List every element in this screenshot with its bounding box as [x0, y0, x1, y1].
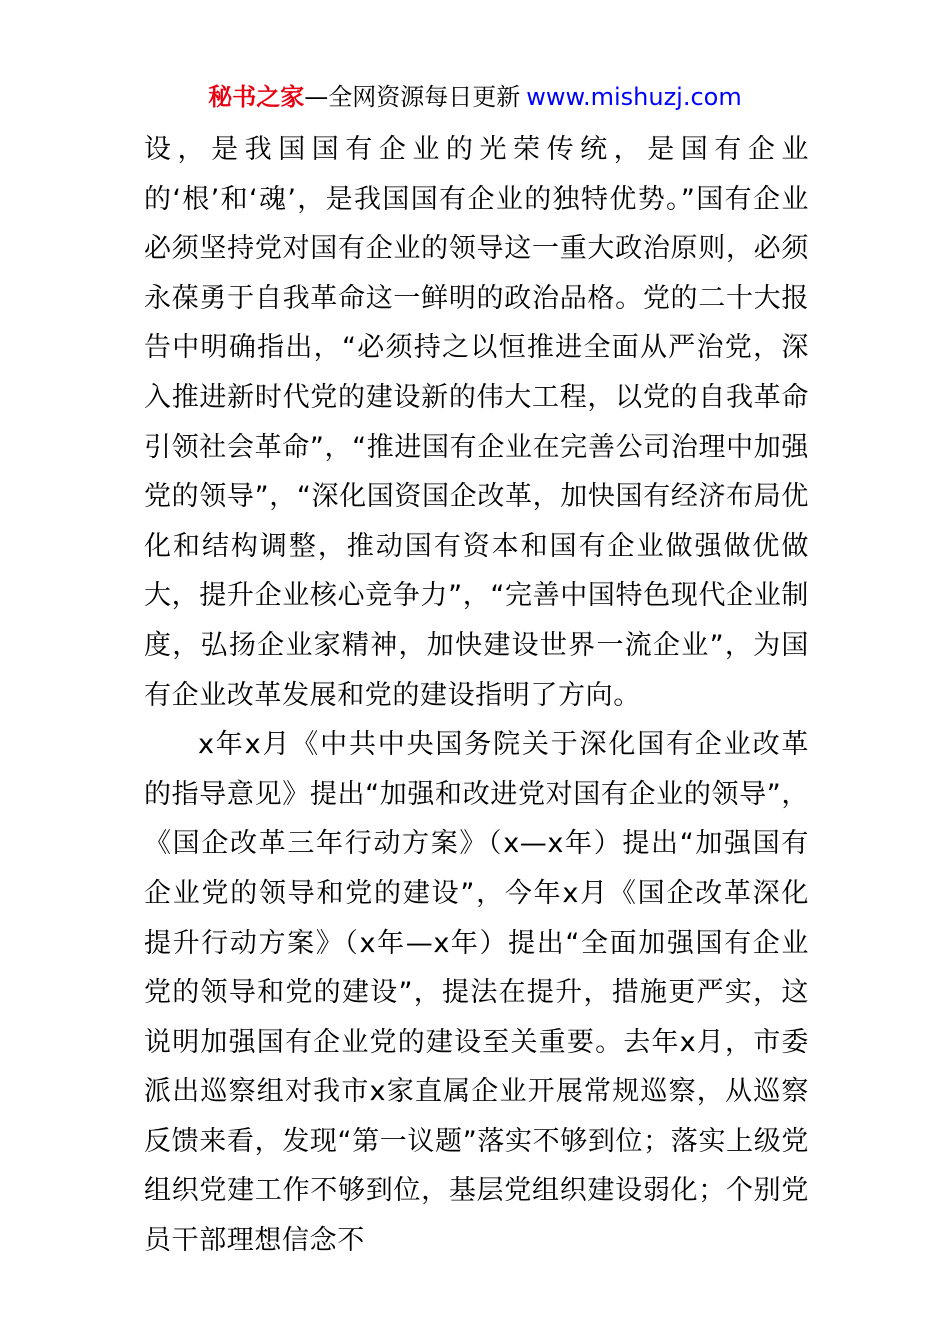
site-brand: 秘书之家: [208, 83, 305, 111]
paragraph-continuation: 设，是我国国有企业的光荣传统，是国有企业的‘根’和‘魂’，是我国国有企业的独特优势。”国有企业必须坚持党对国有企业的领导这一重大政治原则，必须永葆勇于自我革命这一鲜明的政治品格。党的二十大报告中明确指出，“必须持之以恒推进全面从严治党，深入推进新时代党的建设新的伟大工程，以党的自我革命引领社会革命”，“推进国有企业在完善公司治理中加强党的领导”，“深化国资国企改革，加快国有经济布局优化和结构调整，推动国有资本和国有企业做强做优做大，提升企业核心竞争力”，“完善中国特色现代企业制度，弘扬企业家精神，加快建设世界一流企业”，为国有企业改革发展和党的建设指明了方向。: [144, 134, 809, 711]
paragraph: x年x月《中共中央国务院关于深化国有企业改革的指导意见》提出“加强和改进党对国有企业的领导”，《国企改革三年行动方案》（x—x年）提出“加强国有企业党的领导和党的建设”，今年x月《国企改革深化提升行动方案》（x年—x年）提出“全面加强国有企业党的领导和党的建设”，提法在提升，措施更严实，这说明加强国有企业党的建设至关重要。去年x月，市委派出巡察组对我市x家直属企业开展常规巡察，从巡察反馈来看，发现“第一议题”落实不够到位；落实上级党组织党建工作不够到位，基层党组织建设弱化；个别党员干部理想信念不: [144, 729, 809, 1257]
site-tagline: —全网资源每日更新: [304, 83, 521, 111]
site-header: [0, 80, 950, 114]
document-body: [144, 125, 809, 1266]
site-url-link[interactable]: www.mishuzj.com: [526, 83, 742, 111]
